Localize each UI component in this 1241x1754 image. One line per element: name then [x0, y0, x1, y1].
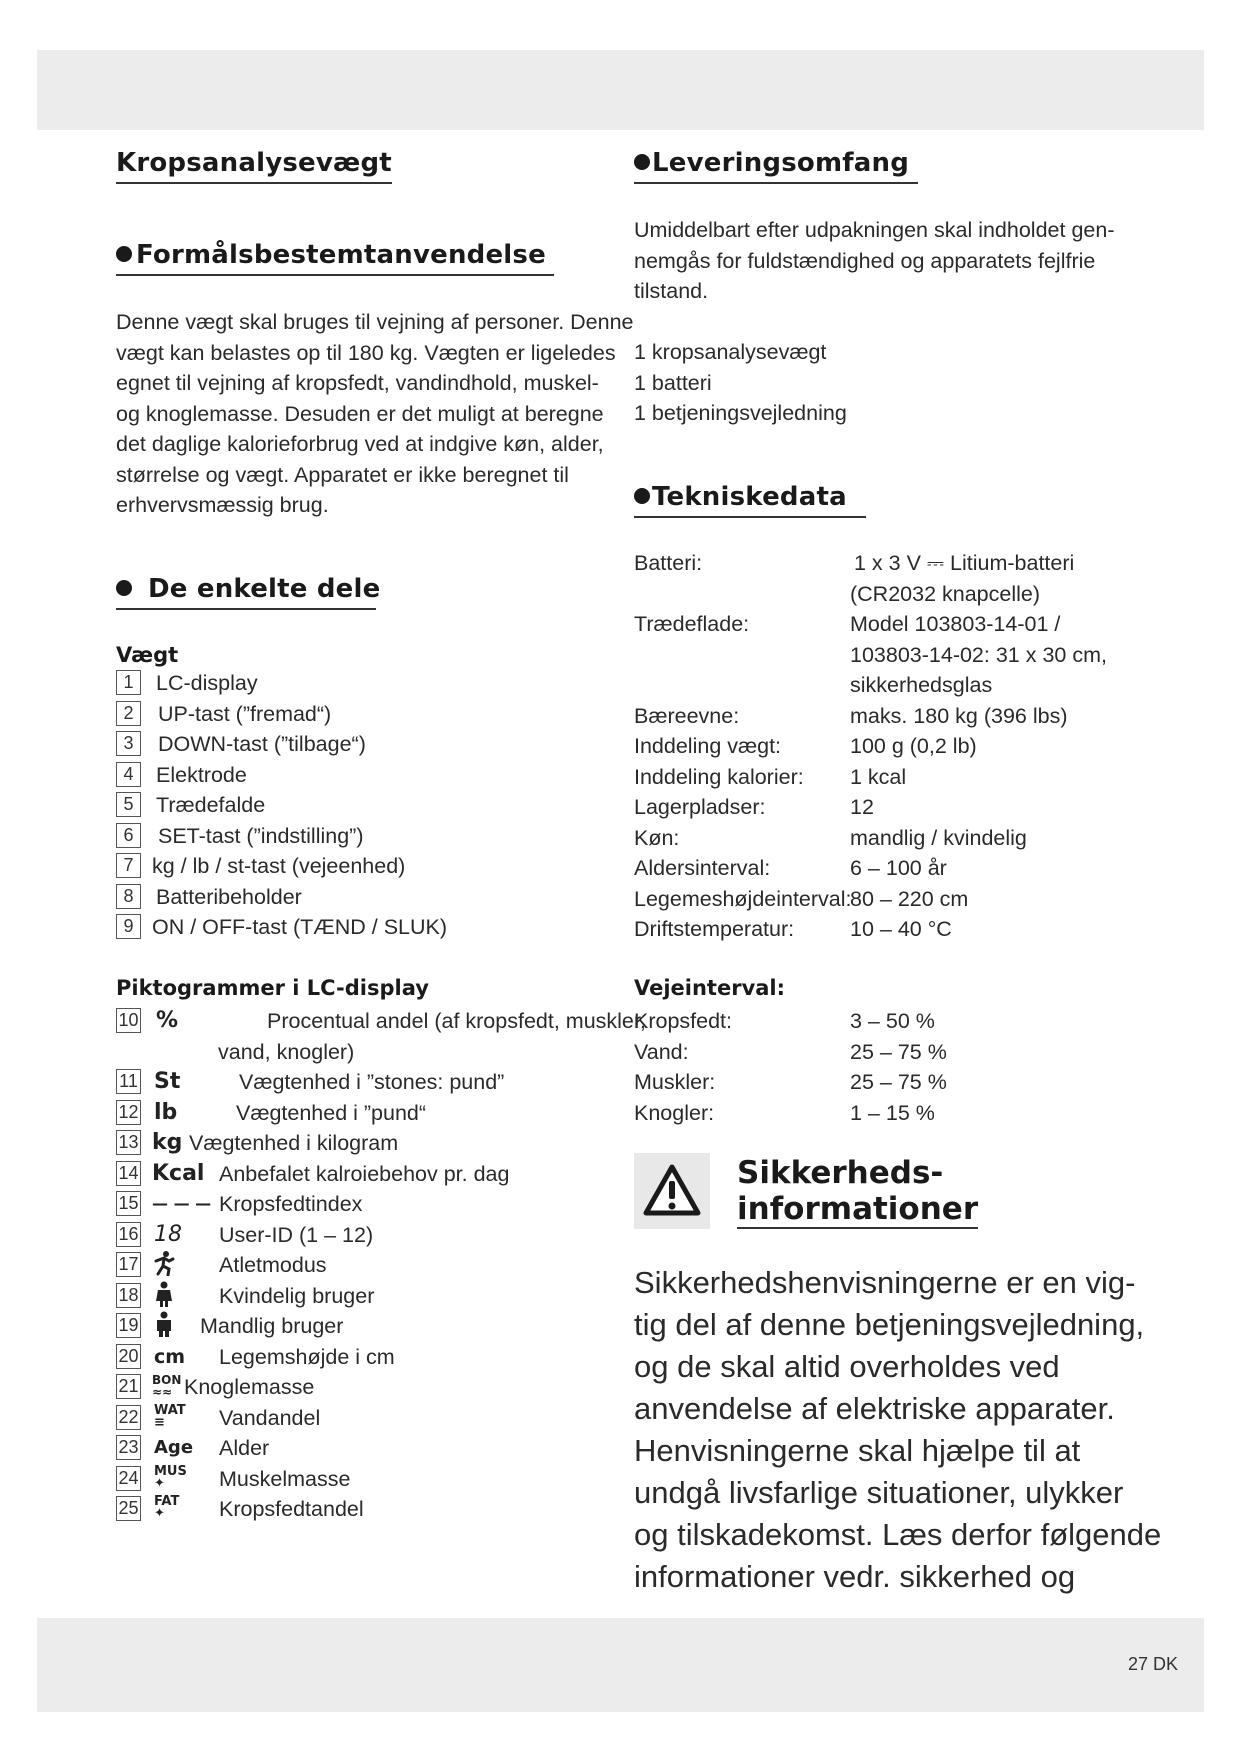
bone-icon: BON ≈≈: [152, 1373, 182, 1399]
safety-text: Sikkerhedshenvisningerne er en vig- tig del af denne betjeningsvejledning, og de skal altid overholdes ved anvendelse af elektriske apparater. Henvisningerne skal hjælpe til at undgå livsfarlige situationer, ulykker og tilskadekomst. Læs derfor følgende informationer vedr. sikkerhed og: [634, 1265, 1162, 1594]
safety-heading: Sikkerheds- informationer: [737, 1155, 979, 1227]
warning-icon-box: [634, 1153, 710, 1229]
pictograms-heading: Piktogrammer i LC-display: [116, 976, 429, 1000]
dash-index-icon: — — —: [152, 1194, 212, 1213]
item-number: 6: [116, 823, 141, 848]
item-number: 24: [116, 1466, 141, 1491]
weighing-range-heading: Vejeinterval:: [634, 976, 786, 1000]
item-number: 25: [116, 1496, 141, 1521]
item-number: 5: [116, 792, 141, 817]
item-number: 22: [116, 1405, 141, 1430]
item-number: 2: [116, 701, 141, 726]
age-icon: Age: [154, 1437, 194, 1458]
delivery-items: [634, 337, 1194, 429]
pound-icon: lb: [154, 1099, 178, 1125]
item-number: 9: [116, 914, 141, 939]
item-number: 3: [116, 731, 141, 756]
item-number: 16: [116, 1222, 141, 1247]
bullet-icon: [116, 246, 132, 262]
section-heading-tech: Tekniskedata: [634, 482, 866, 518]
list-item: 10 % Procentual andel (af kropsfedt, muskler,: [116, 1006, 676, 1036]
item-number: 8: [116, 884, 141, 909]
item-number: 13: [116, 1130, 141, 1155]
section-heading-parts: De enkelte dele: [116, 574, 376, 610]
item-number: 21: [116, 1374, 141, 1399]
item-number: 11: [116, 1069, 141, 1094]
kcal-icon: Kcal: [152, 1160, 205, 1186]
delivery-text: Umiddelbart efter udpakningen skal indholdet gen- nemgås for fuldstændighed og apparatets fejlfrie tilstand.: [634, 218, 1115, 303]
bullet-icon: [634, 154, 650, 170]
kilogram-icon: kg: [152, 1130, 183, 1155]
item-number: 20: [116, 1344, 141, 1369]
item-number: 19: [116, 1313, 141, 1338]
footer-band: [37, 1618, 1204, 1712]
item-number: 7: [116, 853, 141, 878]
item-number: 17: [116, 1252, 141, 1277]
item-number: 10: [116, 1008, 141, 1033]
document-title: Kropsanalysevægt: [116, 148, 392, 184]
section-heading-delivery: Leveringsomfang: [634, 148, 918, 184]
section-heading-intended-use: Formålsbestemtanvendelse: [116, 240, 554, 276]
intended-use-text: Denne vægt skal bruges til vejning af personer. Denne vægt kan belastes op til 180 kg. Vægten er ligeledes egnet til vejning af kropsfedt, vandindhold, muskel- og knoglemasse. Desuden er det muligt at beregne det daglige kalorieforbrug ved at indgive køn, alder, størrelse og vægt. Apparatet er ikke beregnet til erhvervsmæssig brug.: [116, 310, 634, 517]
stones-icon: St: [154, 1069, 181, 1094]
item-number: 23: [116, 1435, 141, 1460]
item-number: 12: [116, 1100, 141, 1125]
item-number: 18: [116, 1283, 141, 1308]
centimeter-icon: cm: [154, 1345, 186, 1368]
user-id-icon: 18: [154, 1221, 182, 1247]
item-number: 15: [116, 1191, 141, 1216]
percent-icon: %: [156, 1008, 179, 1033]
list-item: 1 kropsanalysevægt: [634, 340, 827, 364]
item-number: 4: [116, 762, 141, 787]
bullet-icon: [116, 580, 132, 596]
warning-icon: [634, 1153, 710, 1229]
water-icon: WAT ≡: [154, 1402, 186, 1430]
fat-icon: FAT ✦: [154, 1494, 180, 1521]
item-number: 14: [116, 1161, 141, 1186]
parts-subheading: Vægt: [116, 643, 179, 667]
bullet-icon: [634, 488, 650, 504]
muscle-icon: MUS ✦: [154, 1463, 187, 1491]
list-item: 1 batteri: [634, 370, 712, 395]
header-band: [37, 50, 1204, 130]
item-number: 1: [116, 670, 141, 695]
list-item: 1 betjeningsvejledning: [634, 401, 847, 425]
page-number: 27 DK: [1127, 1654, 1178, 1674]
